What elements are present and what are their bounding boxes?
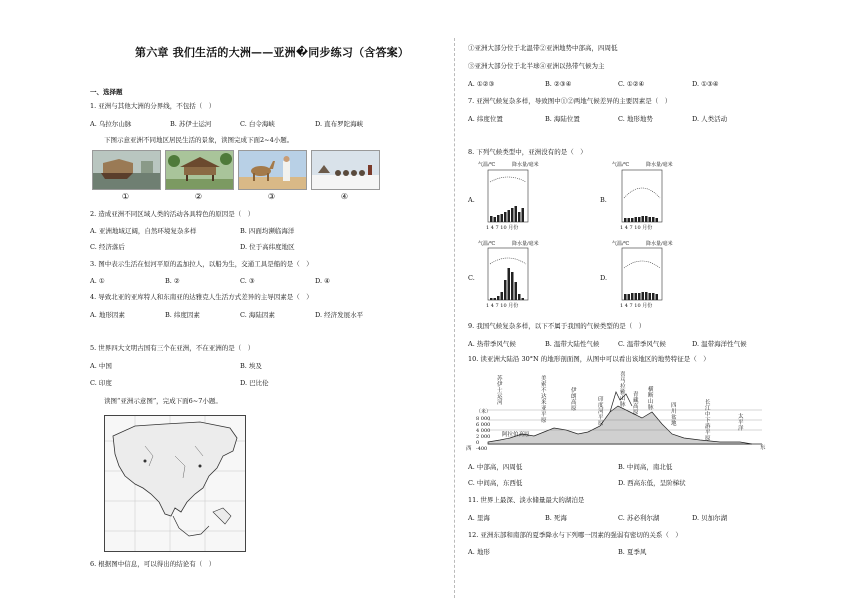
q7-option-d: D. 人类活动 bbox=[692, 115, 728, 123]
climate-a-temp-label: 气温/℃ bbox=[478, 162, 496, 168]
q7-stem: 7. 亚洲气候复杂多样，导致图中①②两地气候差异的主要因素是（ ） bbox=[468, 97, 672, 105]
climate-b-temp-label: 气温/℃ bbox=[612, 162, 630, 168]
q4-option-d: D. 经济发展水平 bbox=[315, 311, 364, 319]
section-heading: 一、选择题 bbox=[90, 88, 123, 96]
q11-option-b: B. 死海 bbox=[545, 514, 567, 522]
photo-snow-herders bbox=[311, 150, 380, 190]
photo-label-2: ② bbox=[194, 192, 203, 201]
profile-axis-minus400: -400 bbox=[476, 446, 488, 452]
q10-stem: 10. 读亚洲大陆沿 30°N 的地形剖面图，从图中可以看出该地区的地势特征是（ ） bbox=[468, 355, 710, 363]
q1-option-d: D. 直布罗陀海峡 bbox=[315, 120, 364, 128]
photo-label-3: ③ bbox=[267, 192, 276, 201]
q9-option-d: D. 温带海洋性气候 bbox=[692, 340, 747, 348]
q1-option-a: A. 乌拉尔山脉 bbox=[90, 120, 132, 128]
q1-stem: 1. 亚洲与其他大洲的分界线，不包括（ ） bbox=[90, 102, 216, 110]
climate-b-precip-label: 降水量/毫米 bbox=[646, 162, 673, 168]
climate-c-precip-label: 降水量/毫米 bbox=[512, 241, 539, 247]
q2-option-b: B. 四面均濒临海洋 bbox=[240, 227, 295, 235]
profile-label-indus: 印度河平原 bbox=[598, 397, 604, 427]
q11-option-a: A. 里海 bbox=[468, 514, 490, 522]
q8-option-d: D. bbox=[600, 274, 608, 282]
asia-map bbox=[104, 415, 246, 552]
q3-stem: 3. 图中表示生活在恒河平原的孟加拉人，以船为生，交通工具是船的是（ ） bbox=[90, 260, 313, 268]
profile-label-hengduan: 横断山脉 bbox=[648, 387, 654, 411]
q6-option-c: C. ①②④ bbox=[618, 80, 645, 88]
q4-option-a: A. 地形因素 bbox=[90, 311, 125, 319]
profile-label-himalaya: 喜马拉雅山脉 bbox=[620, 372, 626, 408]
q11-option-d: D. 贝加尔湖 bbox=[692, 514, 728, 522]
q11-stem: 11. 世界上最深、淡水储量最大的湖泊是 bbox=[468, 496, 585, 504]
terrain-profile-30n bbox=[470, 372, 768, 452]
q5-option-b: B. 埃及 bbox=[240, 362, 262, 370]
climate-c-months: 1 4 7 10 月份 bbox=[486, 303, 519, 309]
q7-option-a: A. 纬度位置 bbox=[468, 115, 503, 123]
q6-stem: 6. 根据图中信息，可以得出的结论有（ ） bbox=[90, 560, 216, 568]
profile-label-mesopotamia: 美索不达米亚平原 bbox=[541, 376, 547, 424]
climate-a-precip-label: 降水量/毫米 bbox=[512, 162, 539, 168]
intro-q6-7: 读图“亚洲示意图”，完成下面6~7小题。 bbox=[104, 397, 222, 405]
q2-option-d: D. 位于高纬度地区 bbox=[240, 243, 295, 251]
photo-stilt-house bbox=[165, 150, 234, 190]
q7-option-c: C. 地形地势 bbox=[618, 115, 653, 123]
q8-option-a: A. bbox=[468, 196, 475, 204]
profile-label-yangtze: 长江中下游平原 bbox=[705, 400, 711, 442]
intro-q2-4: 下图示意亚洲不同地区居民生活的景象，读图完成下面2~4小题。 bbox=[104, 136, 294, 144]
q5-option-d: D. 巴比伦 bbox=[240, 379, 269, 387]
q8-option-c: C. bbox=[468, 274, 475, 282]
profile-label-qinghai-tibet: 青藏高原 bbox=[633, 392, 639, 416]
q4-stem: 4. 导致北亚的亚库特人和东南亚的达雅克人生活方式差异的主导因素是（ ） bbox=[90, 293, 313, 301]
photo-camel-desert bbox=[238, 150, 307, 190]
q6-option-d: D. ①③④ bbox=[692, 80, 719, 88]
q1-option-b: B. 苏伊士运河 bbox=[170, 120, 212, 128]
profile-axis-2000: 2 000 bbox=[476, 434, 491, 440]
photo-label-1: ① bbox=[121, 192, 130, 201]
column-divider bbox=[454, 38, 455, 598]
q4-option-c: C. 海陆因素 bbox=[240, 311, 275, 319]
climate-d-temp-label: 气温/℃ bbox=[612, 241, 630, 247]
profile-west: 西 bbox=[466, 446, 472, 452]
q12-option-a: A. 地形 bbox=[468, 548, 490, 556]
q6-statement-1-2: ①亚洲大部分位于北温带②亚洲地势中部高，四周低 bbox=[468, 44, 618, 52]
q10-option-a: A. 中部高，四周低 bbox=[468, 463, 523, 471]
profile-label-suez: 苏伊士运河 bbox=[497, 376, 503, 406]
q9-option-a: A. 热带季风气候 bbox=[468, 340, 516, 348]
q1-option-c: C. 白令海峡 bbox=[240, 120, 275, 128]
q12-stem: 12. 亚洲东部和南部的夏季降水与下列哪一因素的强弱有密切的关系（ ） bbox=[468, 531, 682, 539]
q6-option-b: B. ②③④ bbox=[545, 80, 572, 88]
photo-boat-life bbox=[92, 150, 161, 190]
q5-stem: 5. 世界四大文明古国有三个在亚洲，不在亚洲的是（ ） bbox=[90, 344, 255, 352]
climate-d-months: 1 4 7 10 月份 bbox=[620, 303, 653, 309]
q11-option-c: C. 苏必利尔湖 bbox=[618, 514, 660, 522]
q8-option-b: B. bbox=[600, 196, 607, 204]
q9-option-c: C. 温带季风气候 bbox=[618, 340, 666, 348]
profile-label-sichuan: 四川盆地 bbox=[671, 403, 677, 427]
q2-option-a: A. 亚洲地域辽阔，自然环境复杂多样 bbox=[90, 227, 197, 235]
q10-option-d: D. 西高东低，呈阶梯状 bbox=[618, 479, 686, 487]
profile-label-iran: 伊朗高原 bbox=[571, 388, 577, 412]
q3-option-c: C. ③ bbox=[240, 277, 255, 285]
profile-label-arabian: 阿拉伯高原 bbox=[502, 432, 530, 438]
q8-stem: 8. 下列气候类型中，亚洲没有的是（ ） bbox=[468, 148, 587, 156]
climate-chart-b bbox=[620, 168, 682, 230]
climate-c-temp-label: 气温/℃ bbox=[478, 241, 496, 247]
photo-label-4: ④ bbox=[340, 192, 349, 201]
q2-stem: 2. 造成亚洲不同区域人类的活动各具特色的原因是（ ） bbox=[90, 210, 255, 218]
q3-option-b: B. ② bbox=[165, 277, 180, 285]
q12-option-b: B. 夏季风 bbox=[618, 548, 647, 556]
profile-axis-6000: 6 000 bbox=[476, 422, 491, 428]
q5-option-c: C. 印度 bbox=[90, 379, 112, 387]
q5-option-a: A. 中国 bbox=[90, 362, 112, 370]
climate-chart-d bbox=[620, 246, 682, 308]
climate-d-precip-label: 降水量/毫米 bbox=[646, 241, 673, 247]
profile-label-pacific: 太平洋 bbox=[738, 414, 744, 432]
q9-stem: 9. 我国气候复杂多样，以下不属于我国的气候类型的是（ ） bbox=[468, 322, 646, 330]
q2-option-c: C. 经济落后 bbox=[90, 243, 125, 251]
q7-option-b: B. 海陆位置 bbox=[545, 115, 580, 123]
profile-east: 东 bbox=[760, 445, 766, 451]
q3-option-a: A. ① bbox=[90, 277, 105, 285]
q10-option-b: B. 中间高，南北低 bbox=[618, 463, 673, 471]
page-title: 第六章 我们生活的大洲——亚洲�同步练习（含答案） bbox=[135, 46, 410, 59]
q6-option-a: A. ①②③ bbox=[468, 80, 495, 88]
profile-axis-4000: 4 000 bbox=[476, 428, 491, 434]
climate-b-months: 1 4 7 10 月份 bbox=[620, 225, 653, 231]
q6-statement-3-4: ③亚洲大部分位于北半球④亚洲以热带气候为主 bbox=[468, 62, 605, 70]
climate-chart-c bbox=[486, 246, 548, 308]
q3-option-d: D. ④ bbox=[315, 277, 330, 285]
climate-a-months: 1 4 7 10 月份 bbox=[486, 225, 519, 231]
q4-option-b: B. 纬度因素 bbox=[165, 311, 200, 319]
profile-axis-0: 0 bbox=[476, 440, 480, 446]
q9-option-b: B. 温带大陆性气候 bbox=[545, 340, 600, 348]
profile-axis-8000: 8 000 bbox=[476, 416, 491, 422]
profile-axis-unit: （米） bbox=[476, 409, 492, 415]
climate-chart-a bbox=[486, 168, 548, 230]
q10-option-c: C. 中间高，东西低 bbox=[468, 479, 523, 487]
